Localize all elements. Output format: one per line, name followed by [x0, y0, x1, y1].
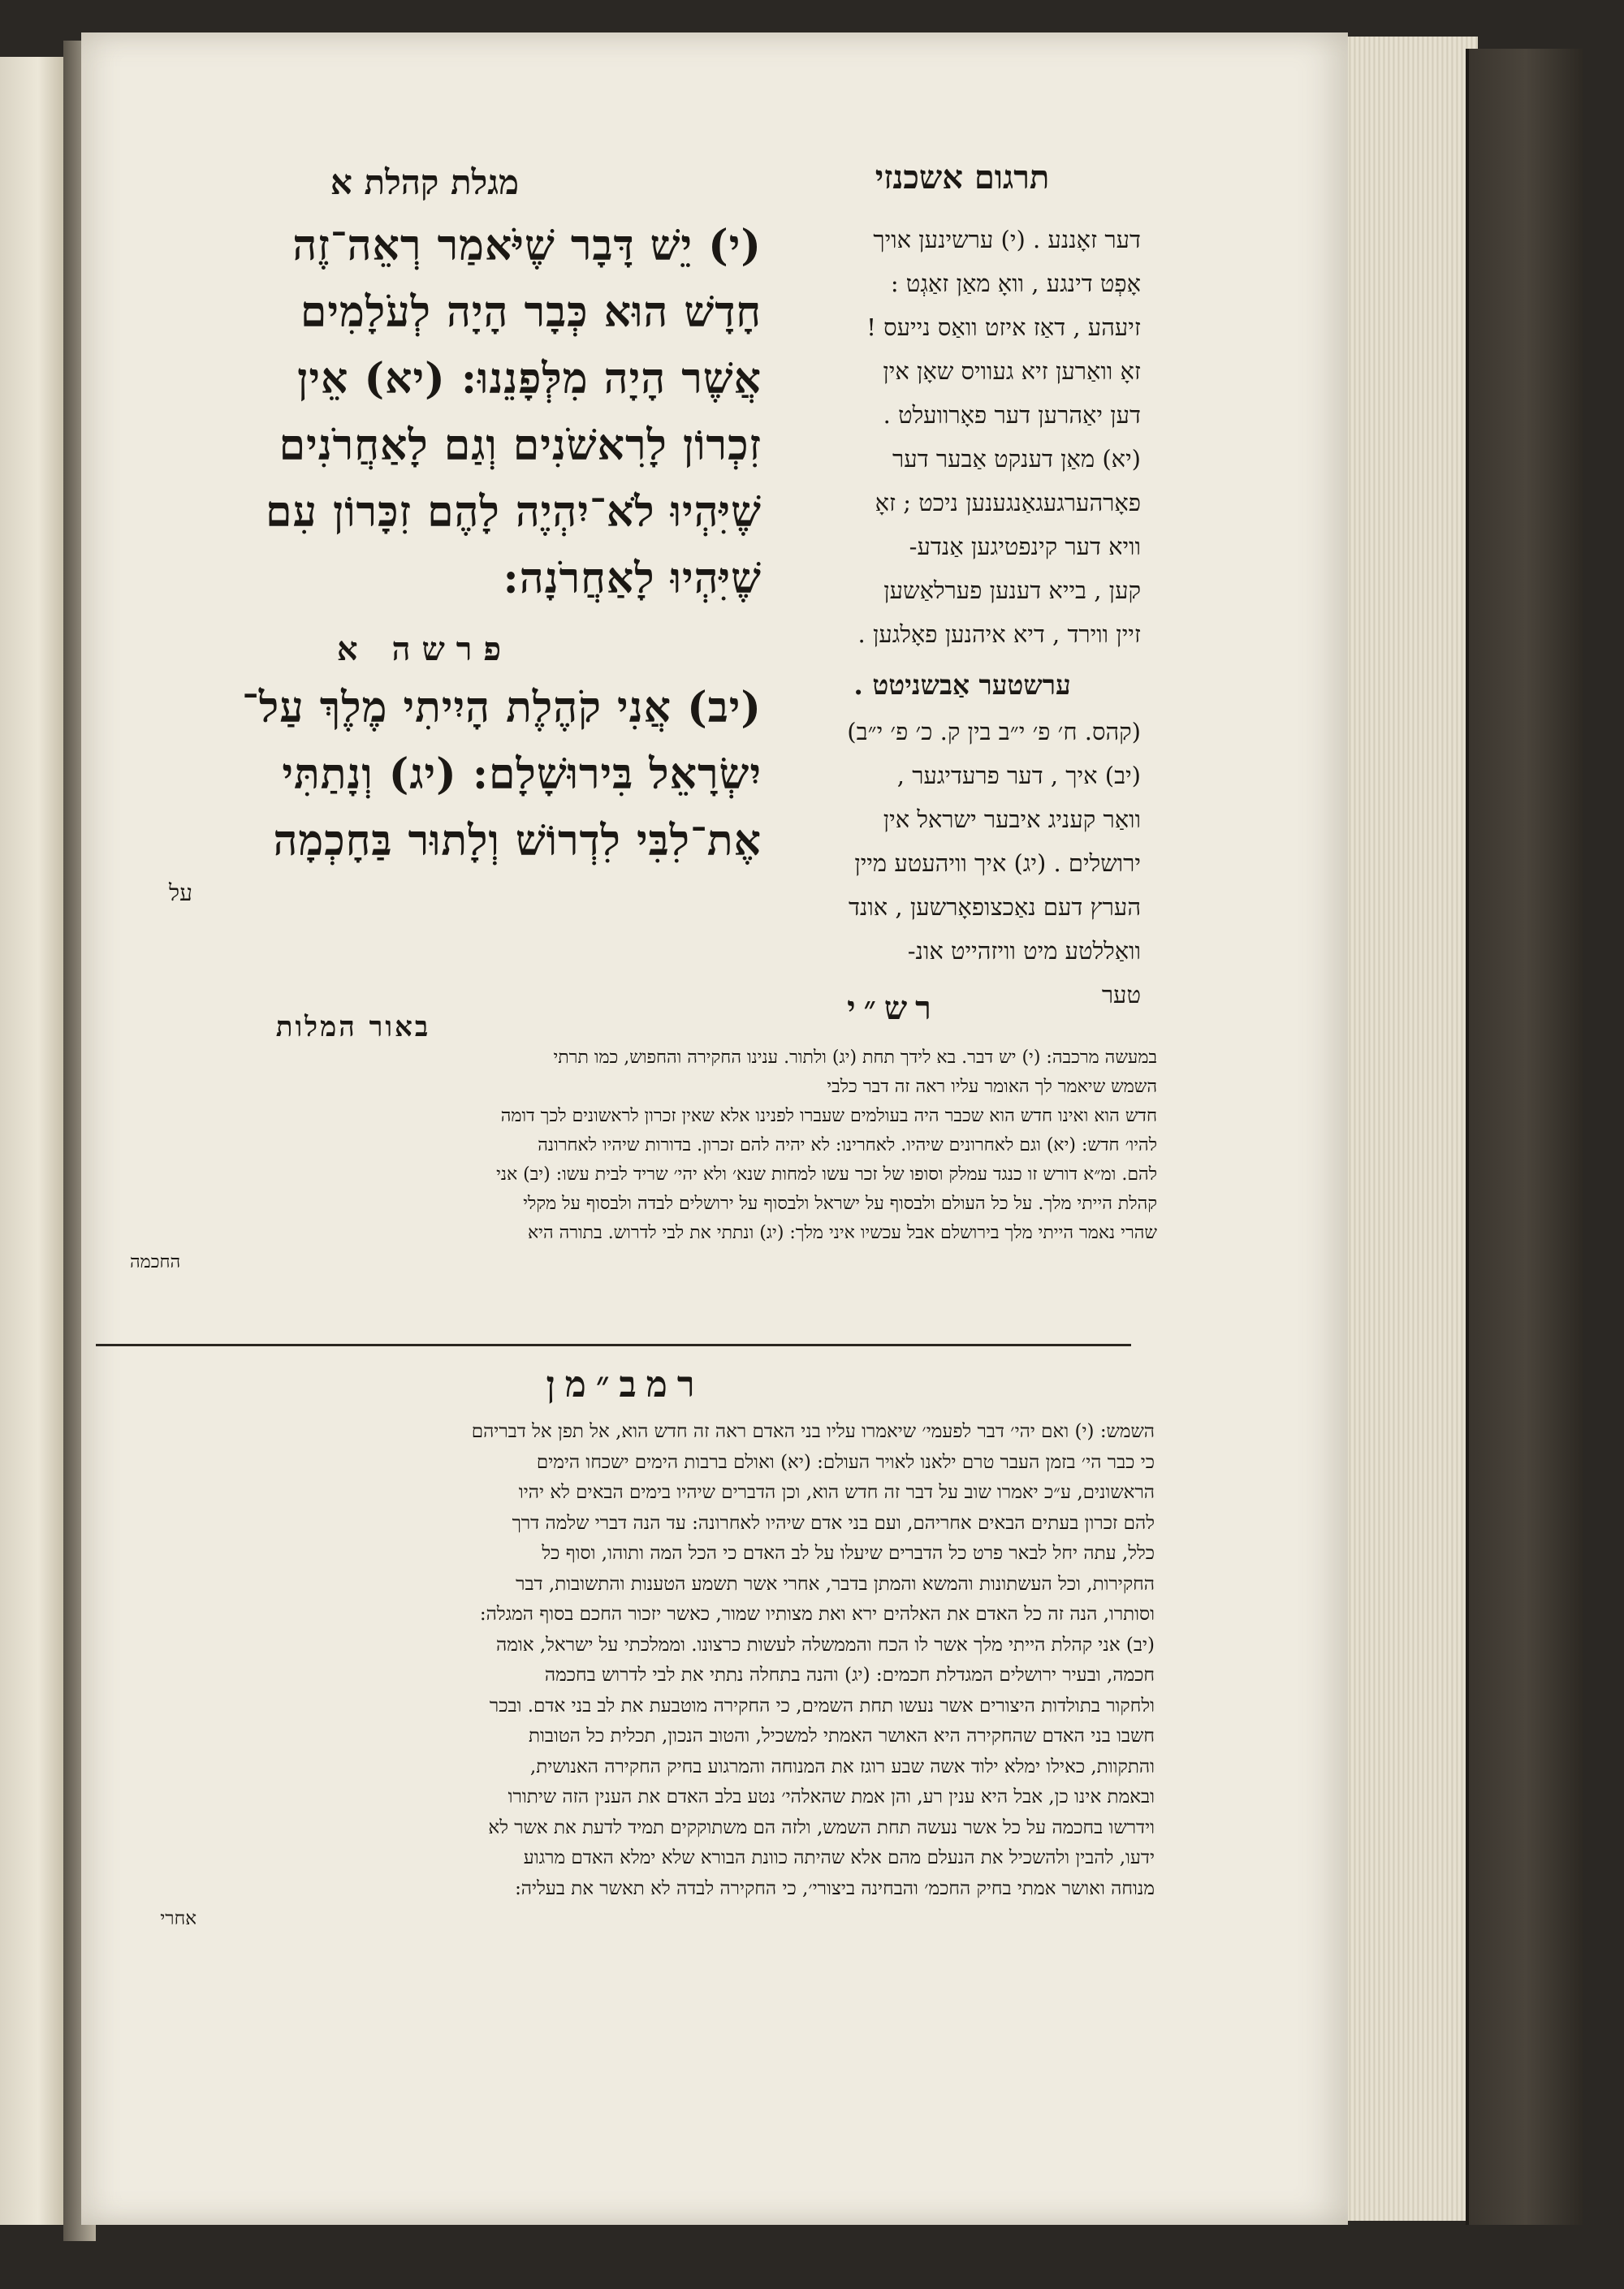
ramban-line: וסותרו, הנה זה כל האדם את האלהים ירא ואת מצותיו שמור, כאשר יזכור החכם בסוף המגלה: — [479, 1604, 1155, 1625]
verse-line: יִשְׂרָאֵל בִּירוּשָׁלָם: (יג) וְנָתַתִּי — [282, 749, 762, 799]
biur-title: באור המלות — [275, 1011, 431, 1043]
commentary-line: חדש הוא ואינו חדש הוא שכבר היה בעולמים שעברו לפנינו אלא שאין זכרון לראשונים לכך דומה — [500, 1106, 1157, 1126]
commentary-line: השמש שיאמר לך האומר עליו ראה זה דבר כלבי — [827, 1077, 1157, 1097]
verse-line: שֶׁיִּהְיוּ לֹא־יִהְיֶה לָהֶם זִכָּרוֹן עִם — [266, 487, 762, 537]
book-cover — [1466, 49, 1583, 2225]
targum-line: (קהס. ח׳ פ׳ י״ב בין ק. כ׳ פ׳ י״ב) — [847, 718, 1141, 745]
commentary-line: במעשה מרכבה: (י) יש דבר. בא לידך תחת (יג) ולתור. ענינו החקירה והחפוש, כמו תרתי — [553, 1047, 1157, 1068]
verse-line: אֲשֶׁר הָיָה מִלְּפָנֵנוּ: (יא) אֵין — [297, 354, 762, 404]
verse-line: שֶׁיִּהְיוּ לָאַחֲרֹנָה: — [503, 554, 762, 603]
ramban-line: ובאמת אינו כן, אבל היא ענין רע, והן אמת שהאלהי׳ נטע בלב האדם את הענין הזה שיתורו — [508, 1786, 1155, 1807]
targum-line: וויא דער קינפטיגען אַנדע- — [909, 533, 1141, 560]
targum-line: זיין ווירד , דיא איהנען פאָלגען . — [857, 620, 1141, 648]
ramban-line: הראשונים, ע״כ יאמרו שוב על דבר זה חדש הוא, וכן הדברים שיהיו בימים הבאים לא יהיו — [518, 1482, 1155, 1503]
targum-line: (יא) מאַן דענקט אַבער דער — [892, 445, 1141, 473]
targum-line: (יב) איך , דער פרעדיגער , — [896, 762, 1141, 789]
ramban-line: (יב) אני קהלת הייתי מלך אשר לו הכח והממשלה לעשות כרצונו. וממלכתי על ישראל, אומה — [496, 1634, 1155, 1656]
ramban-line: חשבו בני האדם שהחקירה היא האושר האמתי למשכיל, והטוב הנכון, תכלית כל הטובות — [528, 1725, 1155, 1747]
targum-line: טער — [1101, 981, 1141, 1008]
verse-line: חָדָשׁ הוּא כְּבָר הָיָה לְעֹלָמִים — [300, 287, 762, 337]
ramban-line: חכמה, ובעיר ירושלים המגדלת חכמים: (יג) והנה בתחלה נתתי את לבי לדרוש בחכמה — [544, 1665, 1155, 1686]
targum-line: פאָרהערגעגאַנגענען ניכט ; זאָ — [875, 489, 1141, 516]
targum-line: אָפְט דינגע , וואָ מאַן זאַגְט : — [890, 270, 1141, 297]
megillah-title: מגלת קהלת א — [330, 162, 520, 202]
ramban-line: החקירות, וכל העשתונות והמשא והמתן בדבר, אחרי אשר תשמע הטענות והתשובות, דבר — [516, 1573, 1155, 1595]
commentary-line: שהרי נאמר הייתי מלך בירושלם אבל עכשיו איני מלך: (יג) ונתתי את לבי לדרוש. בתורה היא — [527, 1223, 1157, 1243]
targum-line: דען יאַהרען דער פאָרוועלט . — [883, 401, 1141, 429]
catchword: על — [169, 879, 192, 906]
targum-line: דער זאָננע . (י) ערשינען אויך — [873, 226, 1141, 253]
ramban-line: והתקוות, כאילו ימלא ילוד אשה שבע רוגז את המנוחה והמרגוע בחיק החקירה האנושית, — [529, 1756, 1155, 1777]
targum-title: תרגום אשכנזי — [875, 158, 1050, 197]
targum-line: וואַללטע מיט וויזהייט אונ- — [907, 937, 1141, 965]
rashi-title: רש״י — [847, 989, 939, 1027]
targum-column — [784, 158, 1141, 1017]
ramban-line: כלל, עתה יחל לבאר פרט כל הדברים שיעלו על לב האדם כי הכל המה ותוהו, וסוף כל — [542, 1543, 1155, 1564]
targum-line: ירושלים . (יג) איך וויהעטע מיין — [854, 849, 1141, 877]
megillah-column — [88, 162, 762, 907]
ramban-line: ולחקור בתולדות היצורים אשר נעשו תחת השמים, כי החקירה מוטבעת את לב בני אדם. ובכר — [489, 1695, 1155, 1717]
ramban-line: השמש: (י) ואם יהי׳ דבר לפעמי׳ שיאמרו עליו בני האדם ראה זה חדש הוא, אל תפן אל דבריהם — [471, 1421, 1155, 1442]
ramban-title: רמב״מן — [546, 1364, 705, 1406]
commentary-line: להיו׳ חדש: (יא) וגם לאחרונים שיהיו. לאחרינו: לא יהיה להם זכרון. בדורות שיהיו לאחרונה — [538, 1135, 1157, 1155]
targum-line: קען , בייא דענען פערלאַשען — [883, 577, 1141, 604]
ramban-line: וידרשו בחכמה על כל אשר נעשה תחת השמש, ולזה הם משתוקקים תמיד לדעת את אשר לא — [488, 1816, 1155, 1838]
targum-line: זיעהע , דאַז איזט וואַס נייעס ! — [866, 313, 1141, 341]
ramban-block — [91, 1417, 1155, 1935]
verse-line: אֶת־לִבִּי לִדְרוֹשׁ וְלָתוּר בַּחָכְמָה — [273, 816, 762, 866]
commentary-line: החכמה — [130, 1252, 181, 1272]
parasha-title: פרשה א — [336, 630, 513, 668]
targum-line: וואַר קעניג איבער ישראל אין — [883, 805, 1141, 833]
facing-page-edge — [0, 57, 66, 2225]
ramban-line: להם זכרון בעתים הבאים אחריהם, ועם בני אדם שיהיו לאחרונה: עד הנה דברי שלמה דרך — [512, 1512, 1155, 1534]
commentary-block — [97, 1043, 1157, 1277]
section-divider — [96, 1344, 1131, 1346]
verse-line: (יב) אֲנִי קֹהֶלֶת הָיִיתִי מֶלֶךְ עַל־ — [241, 683, 762, 732]
targum-section-title: ערשטער אַבשניטט . — [853, 669, 1071, 701]
ramban-line: ידעו, להבין ולהשכיל את הנעלם מהם אלא שהיתה כוונת הבורא שלא ימלא האדם מרגוע — [523, 1847, 1155, 1868]
commentary-line: להם. ומ״א דורש זו כנגד עמלק וסופו של זכר עשו למחות שנא׳ ולא יהי׳ שריד לבית עשו: (יב) אני — [496, 1164, 1157, 1185]
ramban-line: מנוחה ואושר אמתי בחיק החכמ׳ והבחינה ביצורי׳, כי החקירה לבדה לא תאשר את בעליה: — [515, 1877, 1155, 1899]
verse-line: זִכְרוֹן לָרִאשֹׁנִים וְגַם לָאַחֲרֹנִים — [279, 421, 762, 470]
ramban-line: כי כבר הי׳ בזמן העבר טרם ילאנו לאויר העולם: (יא) ואולם ברבות הימים ישכחו הימים — [536, 1451, 1155, 1473]
verse-line: (י) יֵשׁ דָּבָר שֶׁיֹּאמַר רְאֵה־זֶה — [292, 221, 762, 270]
targum-line: הערץ דעם נאַכצופאָרשען , אונד — [849, 893, 1141, 921]
commentary-line: קהלת הייתי מלך. על כל העולם ולבסוף על ישראל ולבסוף על ירושלים לבדה ולבסוף על מקלי — [523, 1194, 1157, 1214]
targum-line: זאָ וואַרען זיא געוויס שאָן אין — [883, 357, 1141, 385]
ramban-catchword: אחרי — [160, 1908, 197, 1929]
page-stack-edge — [1332, 37, 1478, 2221]
